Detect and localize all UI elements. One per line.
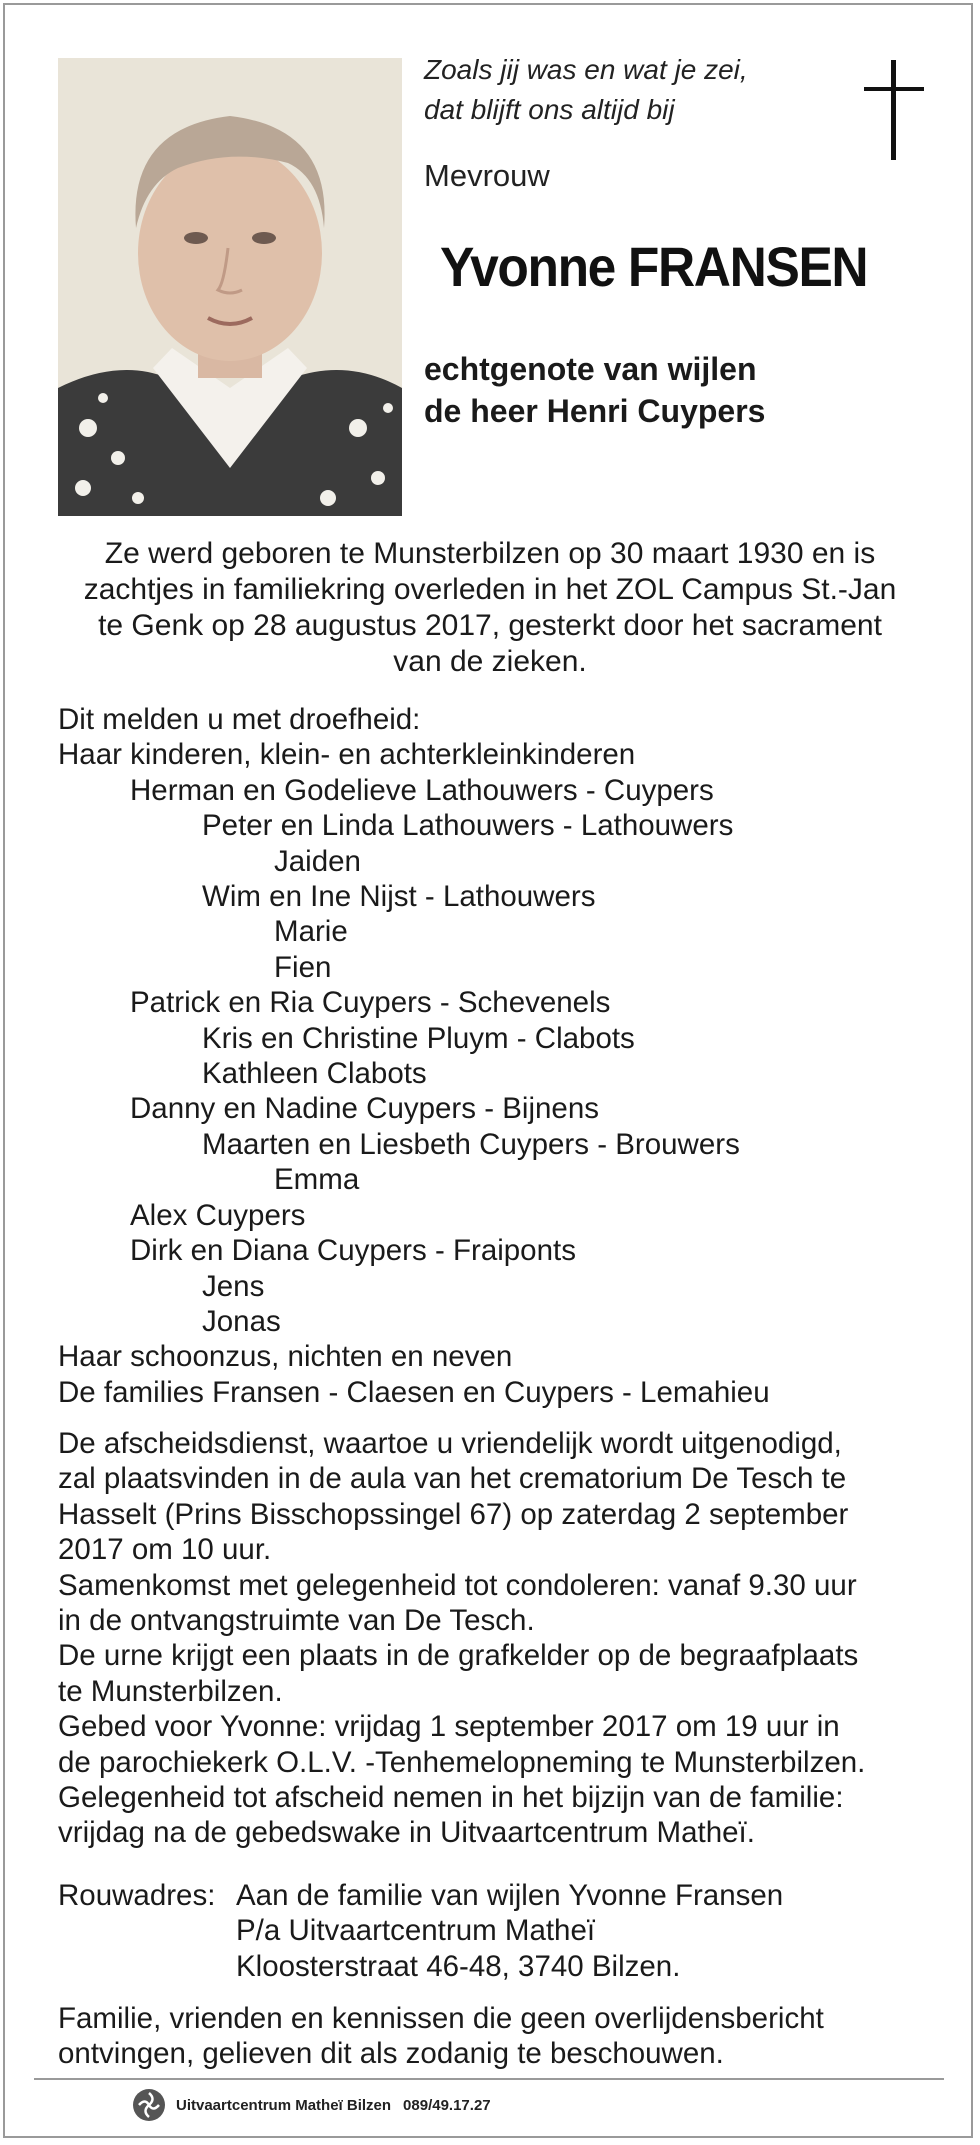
family-line: Kathleen Clabots bbox=[202, 1057, 427, 1091]
intro-line: zachtjes in familiekring overleden in het ZOL Campus St.-Jan bbox=[83, 573, 897, 606]
service-line: De urne krijgt een plaats in de grafkelder op de begraafplaats bbox=[58, 1639, 859, 1673]
family-line: Dit melden u met droefheid: bbox=[58, 703, 421, 736]
funeral-home-logo-icon bbox=[132, 2088, 166, 2122]
funeral-home-phone: 089/49.17.27 bbox=[403, 2096, 491, 2114]
family-line: Dirk en Diana Cuypers - Fraiponts bbox=[130, 1234, 576, 1268]
motto-quote bbox=[424, 50, 748, 130]
service-line: in de ontvangstruimte van De Tesch. bbox=[58, 1604, 535, 1638]
address-line: Kloosterstraat 46-48, 3740 Bilzen. bbox=[236, 1949, 681, 1983]
address-line: P/a Uitvaartcentrum Matheï bbox=[236, 1914, 596, 1948]
motto-line: dat blijft ons altijd bij bbox=[424, 94, 675, 125]
family-line: Danny en Nadine Cuypers - Bijnens bbox=[130, 1092, 599, 1126]
family-line: Emma bbox=[274, 1163, 360, 1197]
family-line: Marie bbox=[274, 915, 348, 949]
family-line: Alex Cuypers bbox=[130, 1198, 306, 1232]
closing-note bbox=[58, 2001, 824, 2072]
intro-line: te Genk op 28 augustus 2017, gesterkt door het sacrament bbox=[98, 609, 882, 642]
address-label: Rouwadres: bbox=[58, 1879, 216, 1912]
service-line: 2017 om 10 uur. bbox=[58, 1533, 272, 1567]
family-line: Peter en Linda Lathouwers - Lathouwers bbox=[202, 809, 734, 843]
service-line: Gebed voor Yvonne: vrijdag 1 september 2017 om 19 uur in bbox=[58, 1710, 840, 1744]
motto-line: Zoals jij was en wat je zei, bbox=[424, 54, 748, 85]
service-line: de parochiekerk O.L.V. -Tenhemelopneming te Munsterbilzen. bbox=[58, 1745, 866, 1779]
footer bbox=[132, 2087, 491, 2123]
service-line: Hasselt (Prins Bisschopssingel 67) op zaterdag 2 september bbox=[58, 1497, 849, 1531]
service-line: Samenkomst met gelegenheid tot condoleren: vanaf 9.30 uur bbox=[58, 1568, 857, 1602]
family-line: Maarten en Liesbeth Cuypers - Brouwers bbox=[202, 1127, 740, 1161]
birth-death-paragraph bbox=[40, 536, 940, 680]
spouse-line: echtgenote van wijlen bbox=[424, 351, 757, 387]
family-line: Jonas bbox=[202, 1304, 281, 1338]
service-line: te Munsterbilzen. bbox=[58, 1674, 283, 1708]
family-line: Fien bbox=[274, 950, 332, 984]
intro-line: Ze werd geboren te Munsterbilzen op 30 maart 1930 en is bbox=[104, 537, 876, 570]
deceased-name: Yvonne FRANSEN bbox=[440, 235, 868, 298]
spouse-info bbox=[424, 348, 765, 432]
service-details bbox=[58, 1426, 865, 1851]
family-line: Wim en Ine Nijst - Lathouwers bbox=[202, 880, 596, 914]
intro-line: van de zieken. bbox=[393, 645, 587, 678]
closing-line: Familie, vrienden en kennissen die geen overlijdensbericht bbox=[58, 2002, 824, 2035]
cross-icon bbox=[864, 60, 924, 160]
funeral-home-name: Uitvaartcentrum Matheï Bilzen bbox=[176, 2096, 392, 2114]
family-line: Kris en Christine Pluym - Clabots bbox=[202, 1021, 635, 1055]
family-line: De families Fransen - Claesen en Cuypers - Lemahieu bbox=[58, 1375, 770, 1409]
family-line: Patrick en Ria Cuypers - Schevenels bbox=[130, 986, 611, 1020]
family-line: Haar schoonzus, nichten en neven bbox=[58, 1340, 513, 1374]
family-line: Jaiden bbox=[274, 844, 361, 878]
family-line: Jens bbox=[202, 1269, 265, 1303]
closing-line: ontvingen, gelieven dit als zodanig te beschouwen. bbox=[58, 2037, 724, 2071]
honorific: Mevrouw bbox=[424, 158, 550, 193]
family-line: Haar kinderen, klein- en achterkleinkinderen bbox=[58, 738, 636, 772]
service-line: zal plaatsvinden in de aula van het crematorium De Tesch te bbox=[58, 1462, 847, 1496]
service-line: De afscheidsdienst, waartoe u vriendelijk wordt uitgenodigd, bbox=[58, 1427, 842, 1460]
family-list bbox=[58, 702, 770, 1410]
spouse-line: de heer Henri Cuypers bbox=[424, 393, 766, 429]
service-line: Gelegenheid tot afscheid nemen in het bijzijn van de familie: bbox=[58, 1781, 844, 1815]
family-line: Herman en Godelieve Lathouwers - Cuypers bbox=[130, 773, 714, 807]
address-line: Aan de familie van wijlen Yvonne Fransen bbox=[236, 1879, 784, 1912]
portrait-photo bbox=[58, 58, 402, 516]
service-line: vrijdag na de gebedswake in Uitvaartcentrum Matheï. bbox=[58, 1816, 755, 1850]
footer-divider bbox=[34, 2078, 944, 2080]
